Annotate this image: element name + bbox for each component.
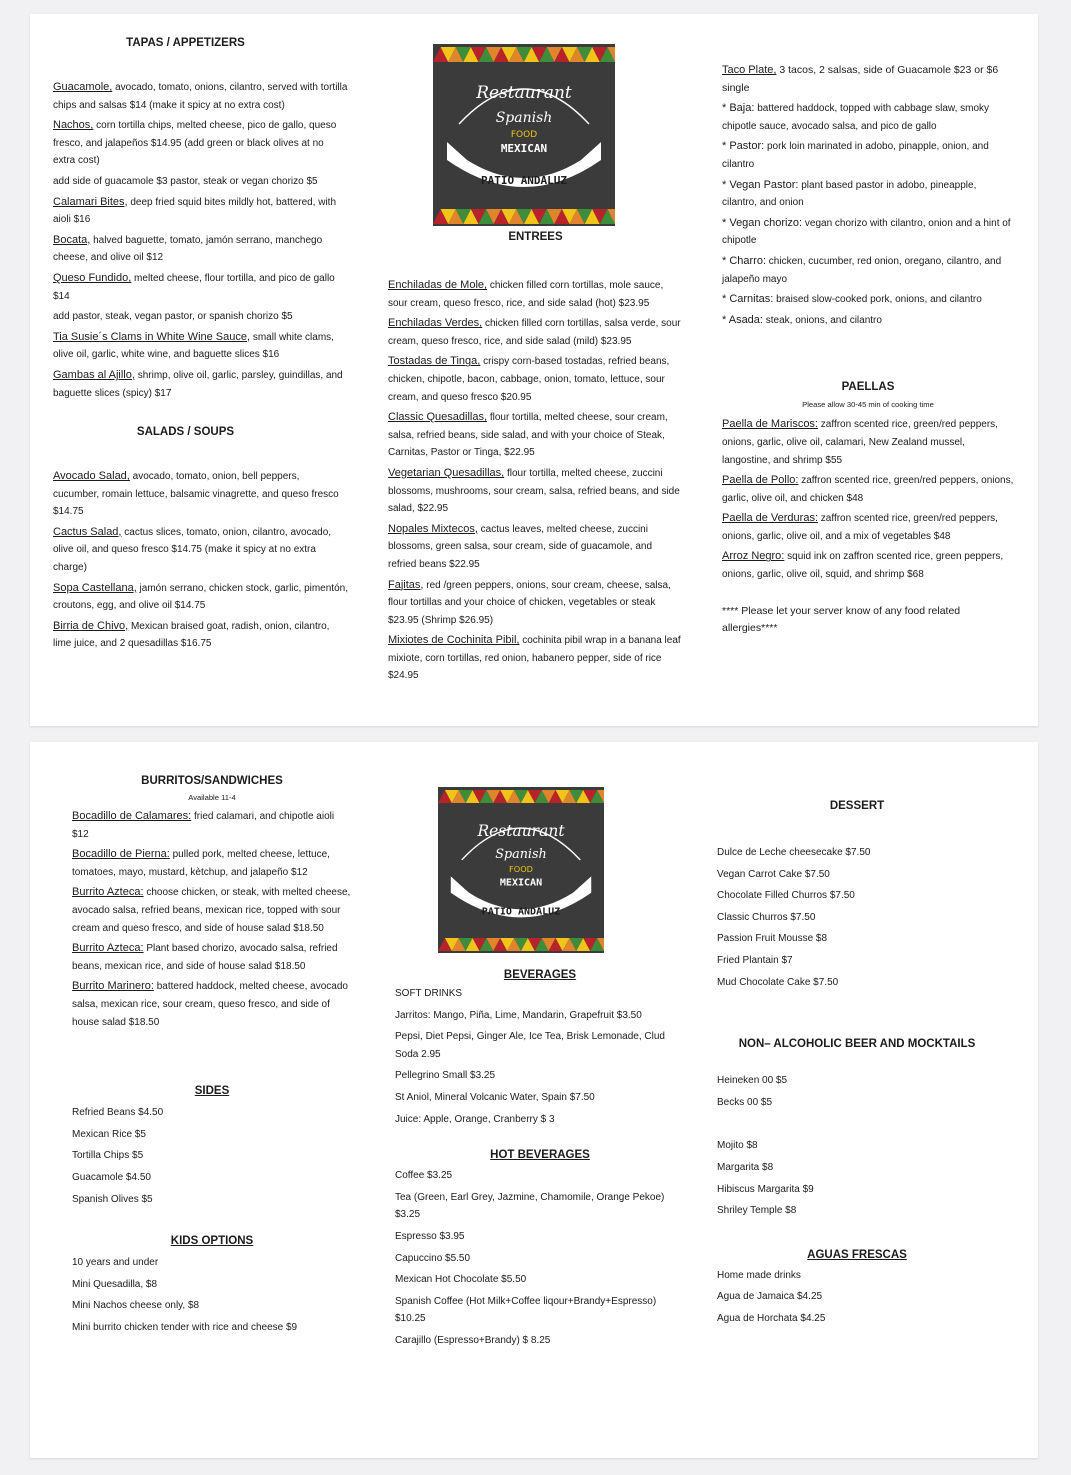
- mocktail-item: Hibiscus Margarita $9: [717, 1183, 814, 1195]
- salad-item-name: Cactus Salad,: [53, 525, 122, 538]
- salad-item-name: Sopa Castellana,: [53, 581, 137, 594]
- tapas-item-name: Guacamole,: [53, 81, 113, 93]
- aguas-list: [717, 1267, 997, 1328]
- taco-item: [722, 138, 1014, 173]
- taco-item-desc: pork loin marinated in adobo, pinapple, onion, and cilantro: [722, 141, 989, 170]
- tapas-item: [53, 367, 348, 402]
- pattern-top: [433, 44, 615, 64]
- burrito-item: [72, 884, 352, 937]
- pattern-top-2: [438, 787, 604, 805]
- side-item: Refried Beans $4.50: [72, 1107, 164, 1119]
- entree-item-name: Enchiladas de Mole,: [388, 279, 488, 291]
- entrees-list: [388, 277, 683, 685]
- column-middle-2: [395, 968, 685, 1354]
- hot-beverages-list: [395, 1167, 685, 1349]
- dessert-item: Fried Plantain $7: [717, 954, 793, 966]
- tapas-item-name: Queso Fundido,: [53, 271, 132, 284]
- taco-item-name: * Pastor:: [722, 140, 765, 153]
- taco-item-desc: steak, onions, and cilantro: [762, 314, 882, 326]
- entree-item: [388, 632, 683, 685]
- entree-item-desc: chicken filled corn tortillas, mole sauce, sour cream, queso fresco, rice, and side salad (hot) $23.95: [388, 280, 664, 309]
- burrito-item-desc: choose chicken, or steak, with melted cheese, avocado salsa, refried beans, mexican rice, topped with sour cream and queso fresco, and side of house salad $18.50: [72, 887, 351, 934]
- tapas-item-desc: corn tortilla chips, melted cheese, pico de gallo, queso fresco, and jalapeños $14.95 (add green or black olives at no extra cost): [53, 120, 337, 167]
- paellas-note: Please allow 30-45 min of cooking time: [802, 400, 934, 410]
- entree-item-name: Vegetarian Quesadillas,: [388, 466, 505, 479]
- paellas-heading: PAELLAS: [841, 381, 895, 394]
- dessert-item: Vegan Carrot Cake $7.50: [717, 868, 830, 880]
- salad-item: [53, 580, 348, 615]
- menu-page-1: [30, 14, 1038, 726]
- menu-page-2: [30, 742, 1038, 1458]
- burritos-note: Available 11-4: [188, 793, 236, 802]
- side-item: Guacamole $4.50: [72, 1171, 151, 1183]
- taco-item: [722, 253, 1014, 288]
- logo-restaurant-text-2: Restaurant: [477, 822, 565, 841]
- kids-item: Mini Nachos cheese only, $8: [72, 1300, 200, 1312]
- tapas-item-name: Tia Susie´s Clams in White Wine Sauce,: [53, 330, 251, 343]
- non-alcoholic-heading: NON– ALCOHOLIC BEER AND MOCKTAILS: [738, 1038, 976, 1051]
- beverage-item: SOFT DRINKS: [395, 988, 463, 999]
- entree-item-desc: crispy corn-based tostadas, refried beans, chicken, chipotle, bacon, cabbage, onion, tomato, lettuce, sour cream, and queso fresco $20.95: [388, 356, 670, 403]
- hot-beverage-item: Coffee $3.25: [395, 1170, 453, 1182]
- entree-item-name: Mixiotes de Cochinita Pibil,: [388, 634, 520, 647]
- entree-item-name: Classic Quesadillas,: [388, 411, 488, 424]
- tapas-item: [53, 270, 348, 305]
- taco-item-name: * Charro:: [722, 254, 767, 267]
- tapas-item-desc: small white clams, olive oil, garlic, white wine, and baguette slices $16: [53, 331, 334, 361]
- dessert-list: [717, 844, 997, 991]
- taco-plate: [722, 62, 1014, 97]
- beer-item: Heineken 00 $5: [717, 1075, 788, 1087]
- mocktail-item: Mojito $8: [717, 1140, 758, 1152]
- salad-item-name: Birria de Chivo,: [53, 619, 129, 632]
- sides-list: [72, 1104, 352, 1208]
- paella-item: [722, 472, 1014, 507]
- taco-item-desc: plant based pastor in adobo, pineapple, cilantro, and onion: [722, 179, 977, 209]
- restaurant-logo-2: [438, 787, 604, 953]
- side-item: Tortilla Chips $5: [72, 1150, 144, 1162]
- taco-item: [722, 100, 1014, 135]
- salad-item: [53, 618, 348, 653]
- logo-food-text: FOOD: [510, 130, 538, 140]
- taco-item-name: * Vegan chorizo:: [722, 216, 803, 229]
- tapas-item: [53, 79, 348, 114]
- entree-item: [388, 277, 683, 312]
- kids-list: [72, 1254, 352, 1336]
- taco-item: [722, 177, 1014, 212]
- logo-emblem-2: [438, 805, 604, 935]
- tapas-item: [53, 232, 348, 267]
- tapas-item: [53, 194, 348, 229]
- taco-item-name: * Vegan Pastor:: [722, 178, 799, 191]
- salad-item-desc: jamón serrano, chicken stock, garlic, pimentón, croutons, egg, and olive oil $14.75: [53, 582, 348, 612]
- burritos-heading: BURRITOS/SANDWICHES: [141, 775, 283, 787]
- taco-item-name: * Carnitas:: [722, 293, 774, 306]
- burrito-item: [72, 940, 352, 975]
- paella-item-name: Paella de Mariscos:: [722, 418, 818, 431]
- mocktail-item: Shriley Temple $8: [717, 1205, 797, 1217]
- taco-item-name: * Asada:: [722, 313, 763, 326]
- salad-item-desc: cactus slices, tomato, onion, cilantro, avocado, olive oil, and queso fresco $14.75 (make it spicy at no extra charge): [53, 526, 332, 574]
- entree-item-desc: flour tortilla, melted cheese, zuccini blossoms, mushrooms, sour cream, salsa, refried beans, and side salad, $22.95: [388, 467, 680, 515]
- restaurant-logo: [433, 44, 615, 226]
- column-right: [722, 62, 1014, 638]
- side-item: Mexican Rice $5: [72, 1128, 146, 1140]
- taco-item-desc: battered haddock, topped with cabbage slaw, smoky chipotle sauce, avocado salsa, and pico de gallo: [722, 103, 990, 132]
- logo-food-text-2: FOOD: [509, 863, 533, 874]
- entree-item: [388, 465, 683, 518]
- hot-beverages-heading: HOT BEVERAGES: [490, 1149, 590, 1162]
- burrito-item-name: Bocadillo de Calamares:: [72, 810, 192, 822]
- logo-spanish-text-2: Spanish: [495, 847, 547, 863]
- kids-item: 10 years and under: [72, 1257, 159, 1269]
- salad-item: [53, 468, 348, 521]
- taco-plate-desc: 3 tacos, 2 salsas, side of Guacamole $23 or $6 single: [722, 64, 999, 94]
- entree-item: [388, 521, 683, 574]
- beverages-heading: BEVERAGES: [503, 969, 577, 981]
- sides-heading: SIDES: [194, 1085, 230, 1098]
- tapas-item-name: Calamari Bites,: [53, 195, 128, 208]
- burrito-item-name: Burrito Marinero:: [72, 980, 154, 993]
- agua-item: Agua de Horchata $4.25: [717, 1312, 826, 1324]
- tapas-item: [53, 173, 348, 191]
- burrito-item-name: Burrito Azteca:: [72, 886, 144, 899]
- entree-item: [388, 577, 683, 630]
- burritos-list: [72, 808, 352, 1031]
- beer-item: Becks 00 $5: [717, 1096, 773, 1108]
- salad-item-name: Avocado Salad,: [53, 470, 130, 483]
- entree-item: [388, 409, 683, 462]
- entree-item-name: Fajitas,: [388, 578, 424, 591]
- paella-item-name: Arroz Negro:: [722, 550, 785, 563]
- burrito-item-name: Burrito Azteca:: [72, 942, 144, 955]
- hot-beverage-item: Capuccino $5.50: [395, 1252, 471, 1264]
- hot-beverage-item: Spanish Coffee (Hot Milk+Coffee liqour+Brandy+Espresso) $10.25: [395, 1295, 657, 1325]
- taco-item: [722, 291, 1014, 309]
- entree-item-desc: chicken filled corn tortillas, salsa verde, sour cream, queso fresco, rice, and side salad (mild) $23.95: [388, 318, 681, 347]
- tapas-item-desc: add pastor, steak, vegan pastor, or spanish chorizo $5: [53, 311, 293, 323]
- tapas-item: [53, 117, 348, 170]
- paella-item-desc: zaffron scented rice, green/red peppers, onions, garlic, olive oil, and a mix of vegetables $48: [722, 513, 998, 542]
- pattern-bottom: [433, 206, 615, 226]
- burrito-item-desc: Plant based chorizo, avocado salsa, refried beans, mexican rice, and side of house salad $18.50: [72, 943, 338, 972]
- taco-plate-name: Taco Plate,: [722, 64, 777, 76]
- aguas-heading: AGUAS FRESCAS: [807, 1248, 907, 1261]
- beverage-item: Jarritos: Mango, Piña, Lime, Mandarin, Grapefruit $3.50: [395, 1009, 642, 1021]
- burrito-item: [72, 808, 352, 843]
- beverage-item: Pellegrino Small $3.25: [395, 1070, 496, 1082]
- burrito-item-name: Bocadillo de Pierna:: [72, 848, 170, 861]
- entree-item-name: Enchiladas Verdes,: [388, 317, 483, 330]
- kids-heading: KIDS OPTIONS: [170, 1235, 254, 1248]
- paella-item-name: Paella de Pollo:: [722, 474, 799, 487]
- logo-spanish-text: Spanish: [495, 110, 553, 126]
- burrito-item: [72, 846, 352, 881]
- hot-beverage-item: Tea (Green, Earl Grey, Jazmine, Chamomile, Orange Pekoe) $3.25: [395, 1191, 665, 1221]
- tacos-list: [722, 100, 1014, 329]
- burrito-item-desc: battered haddock, melted cheese, avocado salsa, mexican rice, sour cream, queso fresco, and side of house salad $18.50: [72, 981, 348, 1028]
- kids-item: Mini burrito chicken tender with rice and cheese $9: [72, 1321, 298, 1333]
- side-item: Spanish Olives $5: [72, 1193, 153, 1205]
- logo-mexican-text-2: MEXICAN: [499, 877, 543, 889]
- entree-item-name: Tostadas de Tinga,: [388, 355, 481, 368]
- tapas-item-name: Gambas al Ajillo,: [53, 368, 135, 381]
- logo-mexican-text: MEXICAN: [500, 142, 548, 155]
- tapas-list: [53, 79, 348, 402]
- paella-item-name: Paella de Verduras:: [722, 512, 819, 525]
- column-left-2: [72, 774, 352, 1340]
- entrees-heading: ENTREES: [508, 231, 563, 243]
- dessert-item: Mud Chocolate Cake $7.50: [717, 976, 839, 988]
- tapas-item-desc: shrimp, olive oil, garlic, parsley, guindillas, and baguette slices (spicy) $17: [53, 369, 343, 399]
- paella-item-desc: squid ink on zaffron scented rice, green peppers, onions, garlic, olive oil, squid, and shrimp $68: [722, 551, 1004, 581]
- agua-item: Agua de Jamaica $4.25: [717, 1291, 823, 1303]
- logo-restaurant-text: Restaurant: [476, 83, 572, 103]
- paellas-list: [722, 416, 1014, 583]
- burrito-item-desc: pulled pork, melted cheese, lettuce, tomatoes, mayo, mustard, kètchup, and jalapeño $12: [72, 849, 330, 878]
- tapas-item: [53, 329, 348, 364]
- tapas-item-desc: melted cheese, flour tortilla, and pico de gallo $14: [53, 272, 335, 302]
- taco-item-desc: chicken, cucumber, red onion, oregano, cilantro, and jalapeño mayo: [722, 255, 1002, 285]
- salad-item: [53, 524, 348, 577]
- hot-beverage-item: Mexican Hot Chocolate $5.50: [395, 1274, 527, 1286]
- beers-list: [717, 1072, 997, 1111]
- beverage-item: St Aniol, Mineral Volcanic Water, Spain $7.50: [395, 1091, 595, 1103]
- entree-item-desc: flour tortilla, melted cheese, sour cream, salsa, refried beans, side salad, and with your choice of Steak, Carnitas, Pastor or Tinga, $22.95: [388, 412, 668, 459]
- tapas-item-desc: deep fried squid bites mildly hot, battered, with aioli $16: [53, 196, 337, 226]
- salad-item-desc: Mexican braised goat, radish, onion, cilantro, lime juice, and 2 quesadillas $16.75: [53, 620, 330, 650]
- beverages-list: [395, 985, 685, 1128]
- tapas-item-name: Nachos,: [53, 119, 94, 132]
- logo-patio-andaluz-text-2: PATIO ANDALUZ: [481, 906, 561, 918]
- tapas-item-desc: avocado, tomato, onions, cilantro, served with tortilla chips and salsas $14 (make it spicy at no extra cost): [53, 82, 348, 111]
- dessert-heading: DESSERT: [829, 800, 885, 812]
- tapas-heading: TAPAS / APPETIZERS: [126, 37, 245, 49]
- entree-item-desc: cactus leaves, melted cheese, zuccini blossoms, green salsa, sour cream, side of guacamole, and refried beans $22.95: [388, 523, 653, 570]
- mocktails-list: [717, 1137, 997, 1219]
- tapas-item-desc: halved baguette, tomato, jamón serrano, manchego cheese, and olive oil $12: [53, 234, 323, 264]
- taco-item-desc: braised slow-cooked pork, onions, and cilantro: [773, 294, 982, 306]
- beverage-item: Juice: Apple, Orange, Cranberry $ 3: [395, 1113, 555, 1125]
- burrito-item-desc: fried calamari, and chipotle aioli $12: [72, 811, 335, 840]
- entree-item-desc: cochinita pibil wrap in a banana leaf mixiote, corn tortillas, red onion, habanero pepper, side of rice $24.95: [388, 635, 681, 682]
- beverage-item: Pepsi, Diet Pepsi, Ginger Ale, Ice Tea, Brisk Lemonade, Clud Soda 2.95: [395, 1031, 665, 1060]
- entree-item: [388, 353, 683, 406]
- taco-item: [722, 312, 1014, 330]
- dessert-item: Dulce de Leche cheesecake $7.50: [717, 847, 871, 858]
- mocktail-item: Margarita $8: [717, 1161, 774, 1173]
- dessert-item: Classic Churros $7.50: [717, 911, 816, 923]
- paella-item: [722, 416, 1014, 469]
- hot-beverage-item: Carajillo (Espresso+Brandy) $ 8.25: [395, 1334, 551, 1346]
- agua-item: Home made drinks: [717, 1269, 801, 1281]
- entree-item-name: Nopales Mixtecos,: [388, 522, 478, 535]
- taco-item-desc: vegan chorizo with cilantro, onion and a hint of chipotle: [722, 217, 1011, 247]
- tapas-item-desc: add side of guacamole $3 pastor, steak or vegan chorizo $5: [53, 175, 318, 187]
- pattern-bottom-2: [438, 935, 604, 953]
- allergy-note: **** Please let your server know of any food related allergies****: [722, 604, 961, 635]
- salads-heading: SALADS / SOUPS: [136, 426, 235, 439]
- taco-item-name: * Baja:: [722, 102, 755, 115]
- paella-item: [722, 548, 1014, 583]
- kids-item: Mini Quesadilla, $8: [72, 1278, 158, 1290]
- tapas-item: [53, 308, 348, 326]
- salad-item-desc: avocado, tomato, onion, bell peppers, cucumber, romain lettuce, balsamic vinagrette, and queso fresco $14.75: [53, 471, 339, 518]
- dessert-item: Passion Fruit Mousse $8: [717, 933, 828, 945]
- salads-list: [53, 468, 348, 653]
- taco-item: [722, 215, 1014, 250]
- paella-item-desc: zaffron scented rice, green/red peppers, onions, garlic, olive oil, calamari, New Zealand mussel, langostine, and shrimp $55: [722, 419, 998, 466]
- dessert-item: Chocolate Filled Churros $7.50: [717, 890, 855, 902]
- logo-patio-andaluz-text: PATIO ANDALUZ: [480, 174, 568, 187]
- column-right-2: [717, 799, 997, 1332]
- entree-item: [388, 315, 683, 350]
- paella-item: [722, 510, 1014, 545]
- column-left: [53, 36, 348, 656]
- burrito-item: [72, 978, 352, 1031]
- logo-emblem: [433, 64, 615, 206]
- tapas-item-name: Bocata,: [53, 233, 91, 246]
- column-middle: [388, 230, 683, 688]
- paella-item-desc: zaffron scented rice, green/red peppers, onions, garlic, olive oil, and chicken $48: [722, 475, 1014, 504]
- hot-beverage-item: Espresso $3.95: [395, 1230, 465, 1242]
- entree-item-desc: red /green peppers, onions, sour cream, cheese, salsa, flour tortillas and your choice of chicken, vegetables or steak $23.95 (Shrimp $26.95): [388, 579, 671, 626]
